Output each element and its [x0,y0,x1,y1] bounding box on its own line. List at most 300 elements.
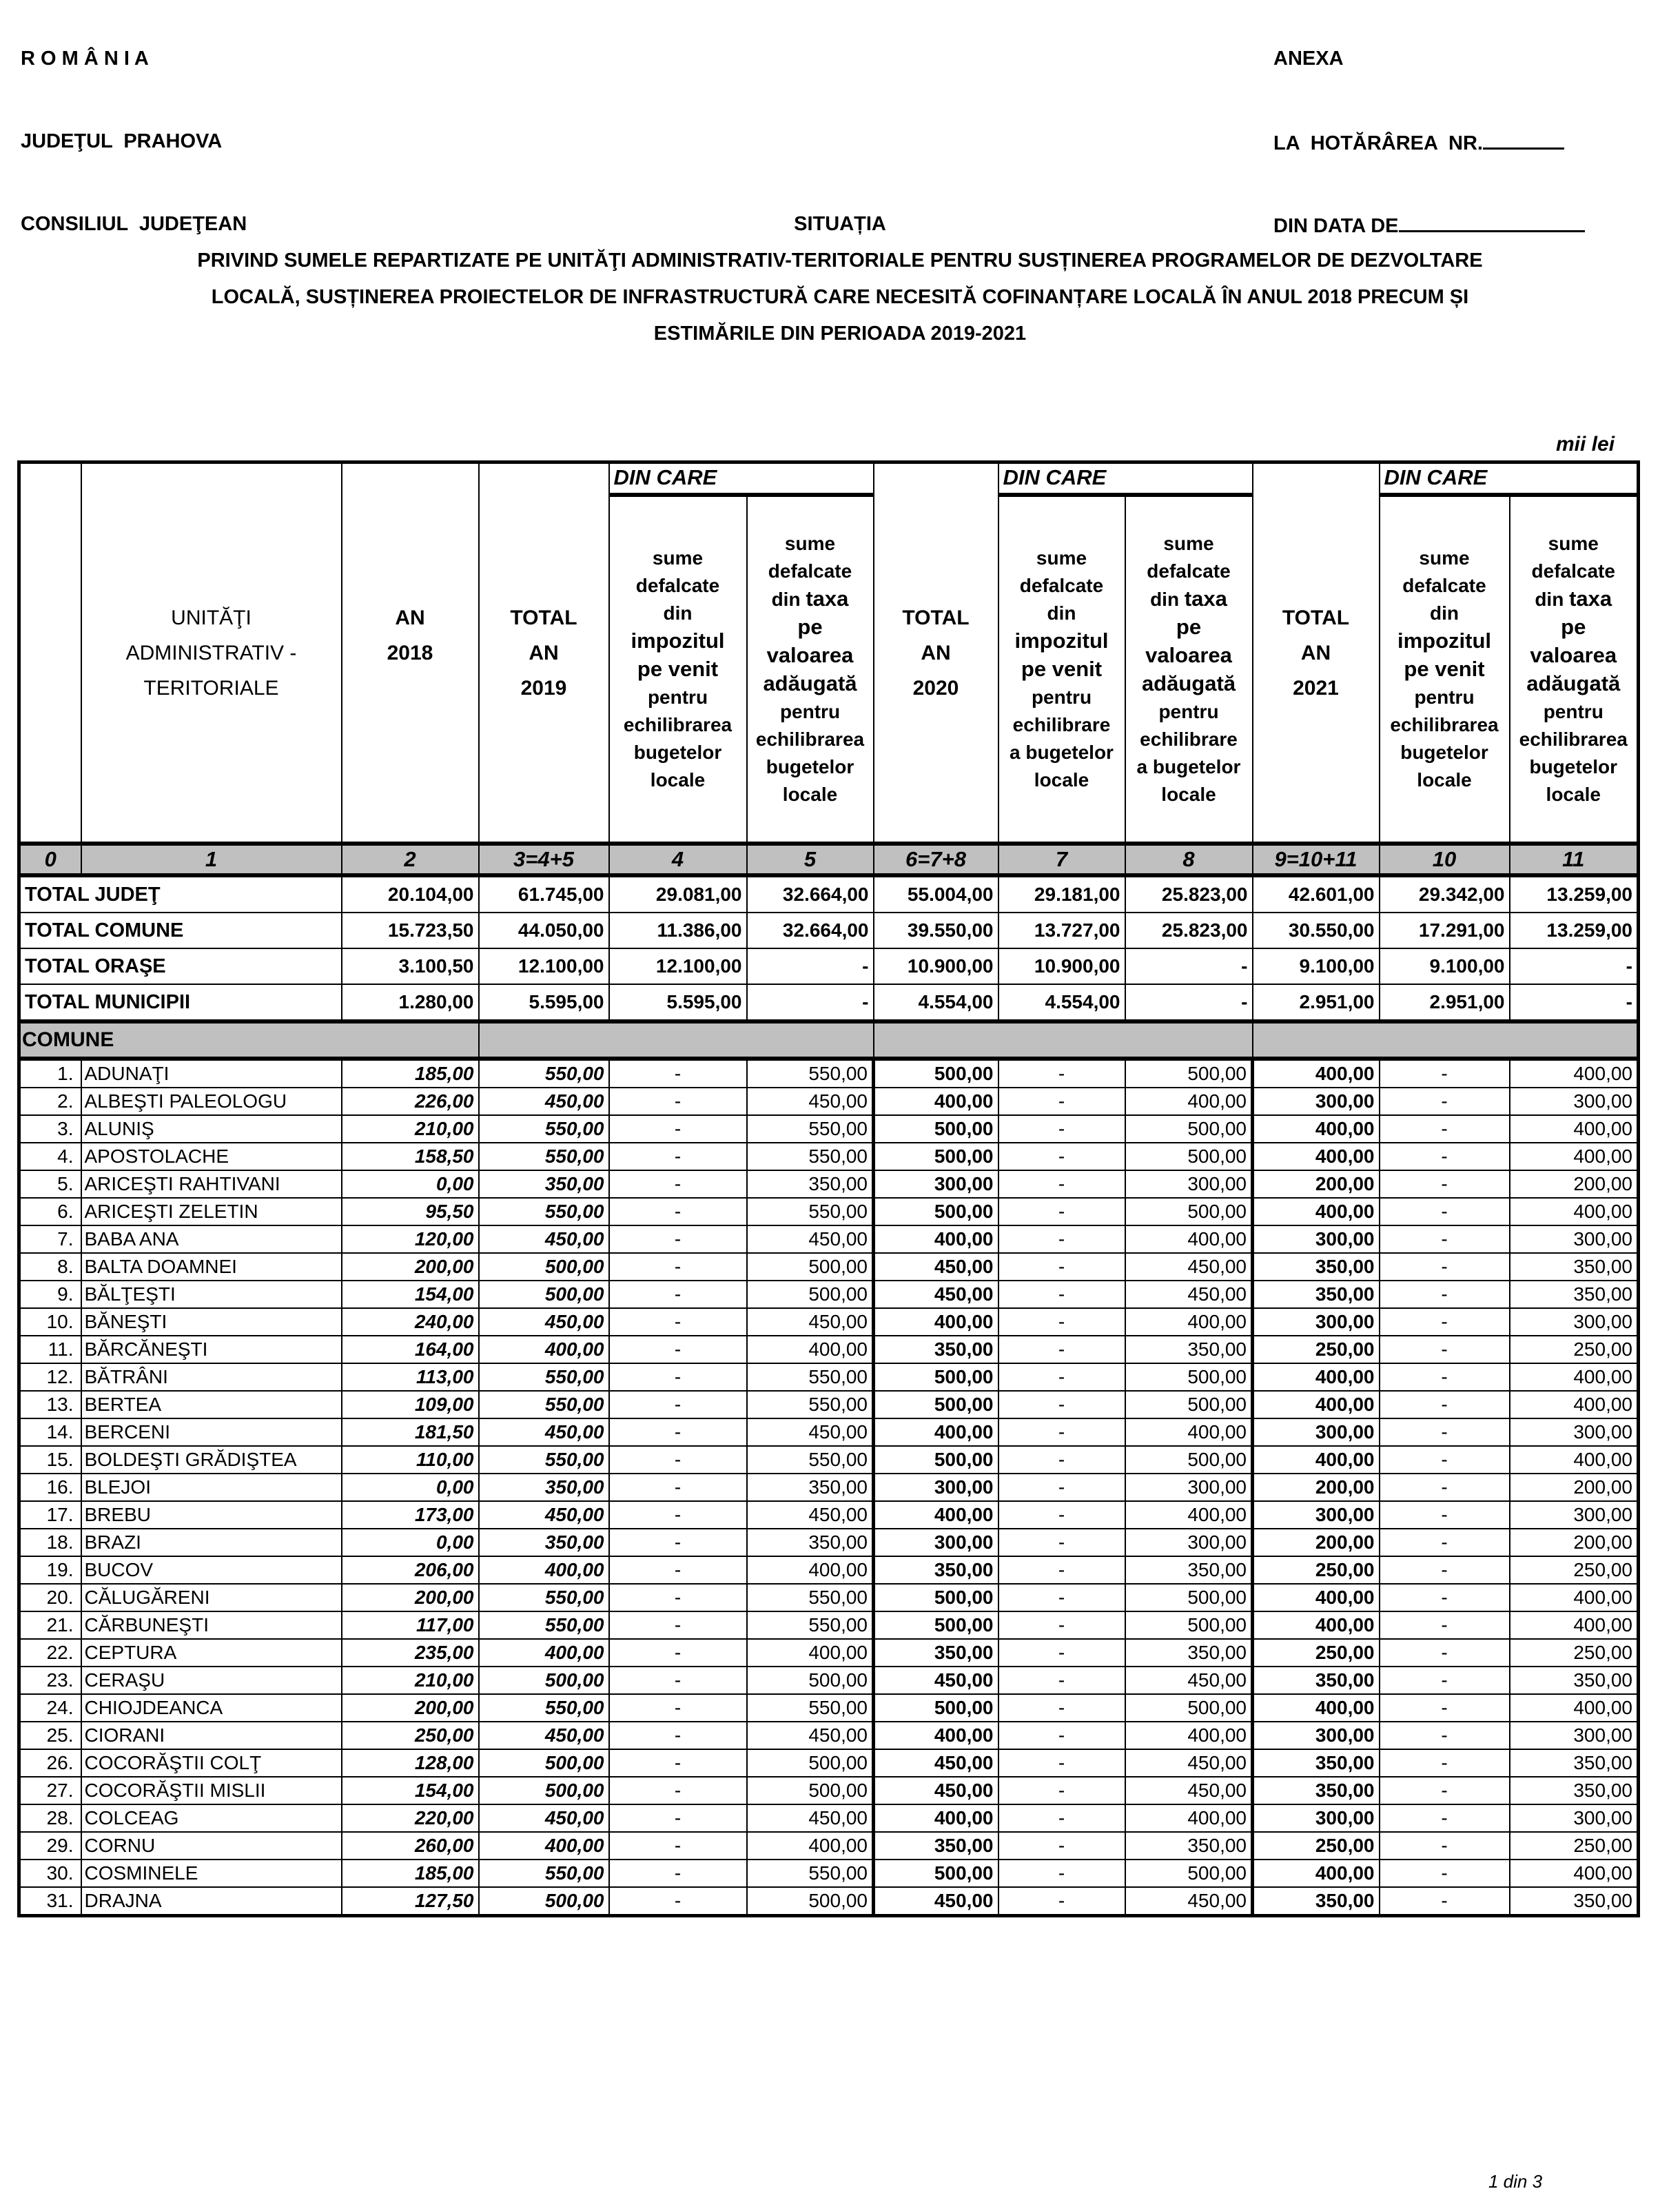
sub-line: echilibrare [1140,729,1238,750]
cell-value: - [998,1446,1125,1474]
uat-name: BUCOV [81,1556,342,1584]
date-label: DIN DATA DE [1273,215,1399,237]
uat-name: ALBEŞTI PALEOLOGU [81,1088,342,1115]
header-line: 2018 [387,641,433,664]
cell-value: 550,00 [479,1198,609,1225]
total-value: 13.727,00 [998,913,1125,948]
cell-value: 0,00 [342,1529,479,1556]
cell-value: - [998,1308,1125,1336]
table-row [19,1667,1639,1694]
cell-value: 500,00 [747,1281,874,1308]
cell-value: 350,00 [1510,1887,1639,1916]
sub-line: echilibrarea [623,714,733,735]
cell-value: - [998,1115,1125,1143]
total-value: 17.291,00 [1380,913,1510,948]
table-row [19,1501,1639,1529]
cell-value: 500,00 [874,1860,998,1887]
row-number: 22. [19,1639,81,1667]
uat-name: DRAJNA [81,1887,342,1916]
unit-label: mii lei [1556,433,1615,456]
cell-value: - [609,1363,747,1391]
cell-value: 300,00 [874,1529,998,1556]
section-label: COMUNE [19,1021,479,1059]
cell-value: 550,00 [479,1115,609,1143]
cell-value: 210,00 [342,1115,479,1143]
cell-value: 550,00 [479,1584,609,1611]
cell-value: - [609,1143,747,1170]
header-an-2018 [342,462,479,844]
row-number: 25. [19,1722,81,1749]
cell-value: - [1380,1611,1510,1639]
uat-name: CHIOJDEANCA [81,1694,342,1722]
cell-value: 450,00 [479,1501,609,1529]
cell-value: 500,00 [1125,1446,1253,1474]
cell-value: - [609,1722,747,1749]
sub-line: sume [1036,547,1087,569]
cell-value: 450,00 [1125,1887,1253,1916]
cell-value: - [609,1749,747,1777]
table-row [19,1749,1639,1777]
header-uat-line: TERITORIALE [143,676,279,700]
uat-name: BALTA DOAMNEI [81,1253,342,1281]
decision-number-line [1273,130,1585,165]
header-line: AN [395,606,425,629]
column-index-cell: 2 [342,844,479,875]
cell-value: - [1380,1281,1510,1308]
sub-line-bold: pe venit [637,657,719,681]
cell-value: 500,00 [1125,1391,1253,1418]
cell-value: 550,00 [747,1143,874,1170]
total-value: 42.601,00 [1253,875,1380,913]
uat-name: COCORĂŞTII COLŢ [81,1749,342,1777]
cell-value: 350,00 [747,1529,874,1556]
cell-value: 500,00 [747,1887,874,1916]
sub-line-bold: adăugată [1526,671,1621,695]
sub-line-bold: taxa [806,587,849,611]
cell-value: - [998,1088,1125,1115]
header-line: 2021 [1293,676,1339,700]
column-index-cell: 3=4+5 [479,844,609,875]
cell-value: 350,00 [1253,1253,1380,1281]
cell-value: 300,00 [1253,1501,1380,1529]
total-value: 5.595,00 [609,984,747,1021]
column-index-cell: 5 [747,844,874,875]
cell-value: 550,00 [479,1446,609,1474]
cell-value: 550,00 [747,1198,874,1225]
cell-value: 400,00 [1510,1143,1639,1170]
cell-value: 235,00 [342,1639,479,1667]
cell-value: 400,00 [1125,1804,1253,1832]
cell-value: - [609,1446,747,1474]
uat-name: ARICEŞTI ZELETIN [81,1198,342,1225]
table-row [19,1170,1639,1198]
sub-line: sume [1548,533,1599,554]
cell-value: 450,00 [1125,1667,1253,1694]
cell-value: - [609,1170,747,1198]
total-value: - [1510,948,1639,984]
table-row [19,1639,1639,1667]
cell-value: 400,00 [874,1308,998,1336]
cell-value: 500,00 [874,1391,998,1418]
cell-value: - [998,1198,1125,1225]
cell-value: 400,00 [1510,1446,1639,1474]
column-index-cell: 4 [609,844,747,875]
cell-value: 226,00 [342,1088,479,1115]
cell-value: 500,00 [1125,1860,1253,1887]
cell-value: 500,00 [874,1363,998,1391]
cell-value: 450,00 [1125,1749,1253,1777]
cell-value: 350,00 [1125,1336,1253,1363]
total-value: 55.004,00 [874,875,998,913]
total-value: 29.342,00 [1380,875,1510,913]
cell-value: 250,00 [1253,1832,1380,1860]
header-row-1 [19,462,1639,496]
cell-value: - [609,1088,747,1115]
cell-value: 400,00 [747,1832,874,1860]
sub-line-bold: pe venit [1021,657,1103,681]
row-number: 30. [19,1860,81,1887]
cell-value: 400,00 [1125,1722,1253,1749]
table-row [19,1059,1639,1088]
sub-line: pentru [779,701,841,722]
uat-name: BĂTRÂNI [81,1363,342,1391]
cell-value: - [998,1749,1125,1777]
uat-name: COLCEAG [81,1804,342,1832]
cell-value: - [998,1584,1125,1611]
total-value: 13.259,00 [1510,875,1639,913]
cell-value: 450,00 [874,1667,998,1694]
page-number: 1 din 3 [1488,2171,1543,2192]
cell-value: 400,00 [1510,1694,1639,1722]
sub-line: a bugetelor [1010,742,1114,763]
row-number: 23. [19,1667,81,1694]
row-number: 13. [19,1391,81,1418]
cell-value: 350,00 [1125,1556,1253,1584]
cell-value: - [609,1667,747,1694]
cell-value: 300,00 [874,1170,998,1198]
sub-line: pentru [1031,686,1092,708]
cell-value: 550,00 [479,1391,609,1418]
sub-line: din [1430,602,1459,624]
cell-value: 300,00 [1253,1722,1380,1749]
sub-line: pentru [647,686,708,708]
uat-name: CĂRBUNEŞTI [81,1611,342,1639]
cell-value: 450,00 [747,1418,874,1446]
cell-value: - [998,1059,1125,1088]
cell-value: 120,00 [342,1225,479,1253]
cell-value: 550,00 [747,1446,874,1474]
cell-value: 500,00 [874,1584,998,1611]
cell-value: 300,00 [1510,1804,1639,1832]
uat-name: COSMINELE [81,1860,342,1887]
sub-line: locale [1546,784,1601,805]
cell-value: 181,50 [342,1418,479,1446]
row-number: 12. [19,1363,81,1391]
sub-line-bold: valoarea [1530,643,1617,667]
cell-value: 450,00 [1125,1777,1253,1804]
cell-value: 185,00 [342,1059,479,1088]
column-index-cell: 10 [1380,844,1510,875]
cell-value: - [609,1059,747,1088]
cell-value: 400,00 [479,1639,609,1667]
cell-value: 500,00 [1125,1584,1253,1611]
cell-value: 350,00 [874,1639,998,1667]
cell-value: - [1380,1777,1510,1804]
title-line-2: PRIVIND SUMELE REPARTIZATE PE UNITĂŢI ADMINISTRATIV-TERITORIALE PENTRU SUSȚINEREA PROGRAMELOR DE DEZVOLTARE [197,249,1483,272]
cell-value: 250,00 [1510,1639,1639,1667]
total-value: 2.951,00 [1380,984,1510,1021]
total-value: 32.664,00 [747,913,874,948]
header-line: AN [529,641,559,664]
cell-value: 500,00 [874,1059,998,1088]
total-value: - [1125,984,1253,1021]
total-value: 25.823,00 [1125,913,1253,948]
section-fill [874,1021,1253,1059]
cell-value: 550,00 [479,1363,609,1391]
cell-value: - [998,1694,1125,1722]
cell-value: 550,00 [479,1860,609,1887]
cell-value: 250,00 [1510,1336,1639,1363]
cell-value: 350,00 [479,1170,609,1198]
cell-value: 350,00 [1253,1749,1380,1777]
cell-value: 500,00 [1125,1611,1253,1639]
cell-value: 250,00 [1253,1639,1380,1667]
header-tva-2020 [1125,495,1253,844]
cell-value: 400,00 [479,1336,609,1363]
cell-value: 250,00 [342,1722,479,1749]
cell-value: 500,00 [747,1253,874,1281]
table-row [19,1832,1639,1860]
row-number: 28. [19,1804,81,1832]
row-number: 6. [19,1198,81,1225]
cell-value: - [1380,1198,1510,1225]
header-line: 2019 [520,676,567,700]
cell-value: 500,00 [1125,1059,1253,1088]
cell-value: 550,00 [747,1860,874,1887]
cell-value: 240,00 [342,1308,479,1336]
sub-line-bold: adăugată [1141,671,1236,695]
total-value: 61.745,00 [479,875,609,913]
header-line: AN [921,641,951,664]
cell-value: 450,00 [747,1225,874,1253]
cell-value: 200,00 [1510,1529,1639,1556]
row-number: 10. [19,1308,81,1336]
cell-value: 350,00 [874,1556,998,1584]
cell-value: 500,00 [874,1115,998,1143]
cell-value: 400,00 [1125,1088,1253,1115]
sub-line: locale [1161,784,1216,805]
cell-value: 185,00 [342,1860,479,1887]
row-number: 11. [19,1336,81,1363]
sub-line: din [771,589,801,610]
cell-value: - [1380,1860,1510,1887]
cell-value: 550,00 [747,1391,874,1418]
cell-value: 350,00 [1510,1749,1639,1777]
cell-value: 400,00 [1510,1611,1639,1639]
sub-line-bold: impozitul [1014,629,1109,653]
cell-value: 200,00 [1510,1474,1639,1501]
cell-value: 450,00 [747,1722,874,1749]
sub-line-bold: taxa [1184,587,1227,611]
cell-value: - [998,1418,1125,1446]
row-number: 16. [19,1474,81,1501]
cell-value: - [609,1529,747,1556]
cell-value: 400,00 [1510,1115,1639,1143]
total-value: 4.554,00 [998,984,1125,1021]
sub-line: pentru [1543,701,1604,722]
cell-value: - [998,1474,1125,1501]
table-row [19,1694,1639,1722]
table-row [19,1308,1639,1336]
cell-value: - [1380,1418,1510,1446]
cell-value: 400,00 [1125,1225,1253,1253]
cell-value: 550,00 [747,1363,874,1391]
cell-value: 350,00 [747,1474,874,1501]
cell-value: 128,00 [342,1749,479,1777]
total-value: 29.181,00 [998,875,1125,913]
uat-name: ADUNAŢI [81,1059,342,1088]
cell-value: 300,00 [1510,1501,1639,1529]
cell-value: 550,00 [479,1611,609,1639]
table-row [19,1281,1639,1308]
sub-line: locale [650,769,706,791]
cell-value: 350,00 [1125,1639,1253,1667]
cell-value: - [998,1832,1125,1860]
uat-name: BABA ANA [81,1225,342,1253]
cell-value: 200,00 [1253,1474,1380,1501]
uat-name: BREBU [81,1501,342,1529]
cell-value: 300,00 [1125,1170,1253,1198]
cell-value: 220,00 [342,1804,479,1832]
total-value: 13.259,00 [1510,913,1639,948]
sub-line: echilibrarea [1519,729,1628,750]
cell-value: 400,00 [1253,1860,1380,1887]
cell-value: 500,00 [747,1777,874,1804]
cell-value: 200,00 [1253,1170,1380,1198]
cell-value: 110,00 [342,1446,479,1474]
cell-value: - [609,1198,747,1225]
cell-value: 200,00 [1253,1529,1380,1556]
cell-value: 400,00 [1253,1363,1380,1391]
cell-value: - [1380,1529,1510,1556]
cell-value: 400,00 [1253,1584,1380,1611]
header-uat [81,462,342,844]
sub-line: sume [784,533,836,554]
cell-value: - [1380,1667,1510,1694]
cell-value: - [609,1225,747,1253]
cell-value: - [609,1308,747,1336]
cell-value: 450,00 [479,1418,609,1446]
cell-value: 164,00 [342,1336,479,1363]
cell-value: - [1380,1308,1510,1336]
cell-value: 200,00 [342,1253,479,1281]
cell-value: 500,00 [874,1446,998,1474]
column-index-cell: 7 [998,844,1125,875]
total-value: 11.386,00 [609,913,747,948]
cell-value: - [998,1860,1125,1887]
cell-value: - [998,1556,1125,1584]
cell-value: 500,00 [479,1777,609,1804]
cell-value: - [998,1225,1125,1253]
table-row [19,1363,1639,1391]
cell-value: 350,00 [1510,1777,1639,1804]
cell-value: - [609,1832,747,1860]
cell-value: - [1380,1088,1510,1115]
cell-value: 200,00 [1510,1170,1639,1198]
cell-value: 300,00 [1510,1722,1639,1749]
cell-value: 550,00 [747,1059,874,1088]
cell-value: - [1380,1501,1510,1529]
cell-value: 95,50 [342,1198,479,1225]
cell-value: 400,00 [747,1336,874,1363]
uat-name: BOLDEŞTI GRĂDIŞTEA [81,1446,342,1474]
cell-value: - [609,1860,747,1887]
cell-value: 400,00 [1125,1501,1253,1529]
cell-value: 550,00 [479,1694,609,1722]
table-row [19,1722,1639,1749]
header-line: 2020 [912,676,959,700]
sub-line: din [663,602,693,624]
din-care-2021: DIN CARE [1380,462,1639,496]
uat-name: APOSTOLACHE [81,1143,342,1170]
sub-line: bugetelor [1400,742,1488,763]
cell-value: - [609,1418,747,1446]
cell-value: 127,50 [342,1887,479,1916]
cell-value: 450,00 [874,1253,998,1281]
total-value: 44.050,00 [479,913,609,948]
cell-value: 400,00 [874,1418,998,1446]
cell-value: - [1380,1556,1510,1584]
sub-line: din [1047,602,1076,624]
header-tva-2021 [1510,495,1639,844]
cell-value: 500,00 [747,1749,874,1777]
row-number: 20. [19,1584,81,1611]
table-row [19,1198,1639,1225]
total-value: 30.550,00 [1253,913,1380,948]
section-row [19,1021,1639,1059]
uat-name: CEPTURA [81,1639,342,1667]
header-total-2021 [1253,462,1380,844]
sub-line-bold: taxa [1569,587,1612,611]
cell-value: 300,00 [1510,1308,1639,1336]
cell-value: - [998,1363,1125,1391]
allocation-table [17,460,1640,1917]
cell-value: 400,00 [1253,1391,1380,1418]
cell-value: - [609,1336,747,1363]
table-row [19,1777,1639,1804]
sub-line-bold: pe venit [1404,657,1485,681]
cell-value: - [1380,1832,1510,1860]
cell-value: - [1380,1143,1510,1170]
cell-value: 500,00 [1125,1198,1253,1225]
cell-value: 550,00 [479,1143,609,1170]
cell-value: 200,00 [342,1694,479,1722]
total-label: TOTAL ORAŞE [19,948,342,984]
cell-value: 400,00 [874,1501,998,1529]
cell-value: 250,00 [1510,1832,1639,1860]
cell-value: - [609,1777,747,1804]
cell-value: 400,00 [747,1556,874,1584]
uat-name: BERCENI [81,1418,342,1446]
total-value: - [747,948,874,984]
cell-value: 350,00 [874,1832,998,1860]
header-line: TOTAL [510,606,577,629]
cell-value: - [609,1281,747,1308]
uat-name: BERTEA [81,1391,342,1418]
cell-value: 260,00 [342,1832,479,1860]
cell-value: 400,00 [1510,1059,1639,1088]
cell-value: 400,00 [1125,1418,1253,1446]
